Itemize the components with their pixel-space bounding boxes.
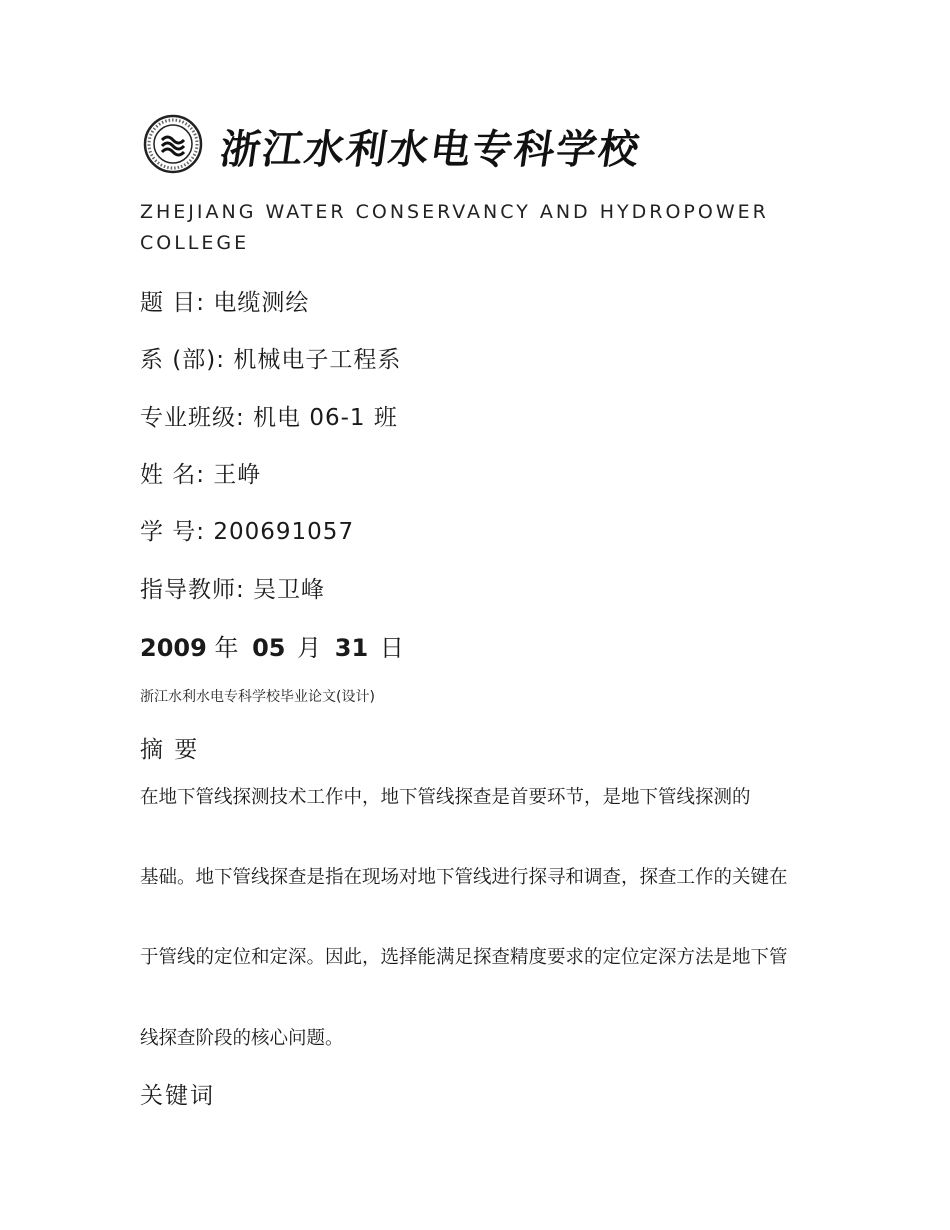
keywords-heading: 关键词 bbox=[140, 1083, 215, 1109]
logo-wordmark: 浙江水利水电专科学校 bbox=[217, 126, 644, 173]
field-student-id: 学 号: 200691057 bbox=[140, 519, 355, 545]
date-month-unit: 月 bbox=[297, 634, 322, 662]
thesis-label: 浙江水利水电专科学校毕业论文(设计) bbox=[140, 689, 375, 705]
school-seal-icon bbox=[143, 114, 203, 174]
abstract-paragraph: 在地下管线探测技术工作中，地下管线探查是首要环节，是地下管线探测的 bbox=[140, 787, 751, 808]
abstract-paragraph: 于管线的定位和定深。因此，选择能满足探查精度要求的定位定深方法是地下管 bbox=[140, 947, 788, 968]
date-year-unit: 年 bbox=[214, 634, 239, 662]
abstract-paragraph: 线探查阶段的核心问题。 bbox=[140, 1028, 344, 1049]
date-day-unit: 日 bbox=[379, 634, 404, 662]
field-department: 系 (部): 机械电子工程系 bbox=[140, 347, 402, 373]
field-name: 姓 名: 王峥 bbox=[140, 462, 262, 488]
date-month: 05 bbox=[252, 634, 286, 662]
date-year: 2009 bbox=[140, 634, 207, 662]
abstract-heading: 摘 要 bbox=[140, 737, 200, 763]
field-class: 专业班级: 机电 06-1 班 bbox=[140, 405, 398, 431]
field-advisor: 指导教师: 吴卫峰 bbox=[140, 577, 326, 603]
field-title: 题 目: 电缆测绘 bbox=[140, 290, 310, 316]
date-day: 31 bbox=[334, 634, 369, 662]
abstract-paragraph: 基础。地下管线探查是指在现场对地下管线进行探寻和调查，探查工作的关键在 bbox=[140, 867, 788, 888]
submission-date bbox=[140, 628, 404, 663]
english-college-name: ZHEJIANG WATER CONSERVANCY AND HYDROPOWER COLLEGE bbox=[140, 201, 769, 254]
school-logo bbox=[143, 112, 644, 178]
